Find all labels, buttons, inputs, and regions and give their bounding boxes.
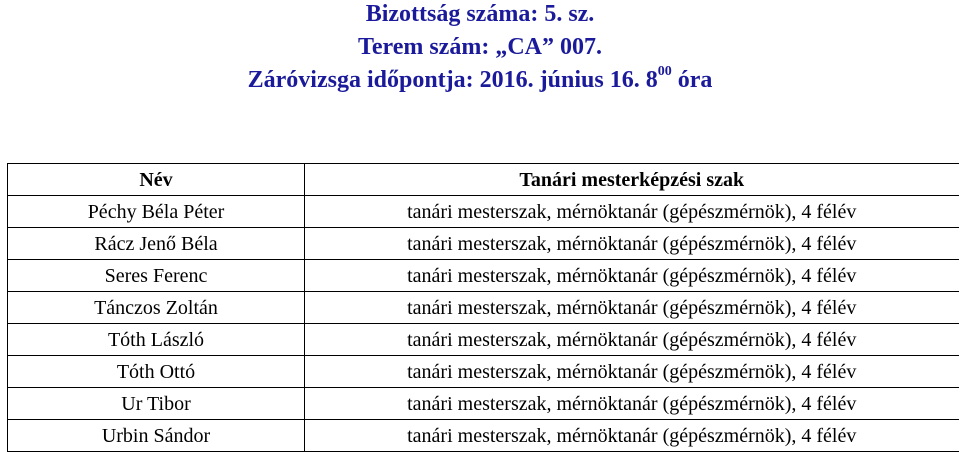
table-row	[8, 260, 959, 292]
column-header-name: Név	[8, 164, 305, 196]
exam-date: Záróvizsga időpontja: 2016. június 16. 8	[247, 67, 658, 93]
student-name: Tóth László	[8, 324, 305, 356]
exam-time-unit: óra	[671, 67, 713, 93]
student-program: tanári mesterszak, mérnöktanár (gépészmérnök), 4 félév	[305, 292, 959, 324]
committee-number: Bizottság száma: 5. sz.	[365, 1, 595, 27]
student-name: Rácz Jenő Béla	[8, 228, 305, 260]
exam-date-time	[0, 64, 960, 97]
table-row	[8, 388, 959, 420]
student-program: tanári mesterszak, mérnöktanár (gépészmérnök), 4 félév	[305, 388, 959, 420]
table-row	[8, 420, 959, 452]
student-program: tanári mesterszak, mérnöktanár (gépészmérnök), 4 félév	[305, 356, 959, 388]
student-name: Péchy Béla Péter	[8, 196, 305, 228]
student-program: tanári mesterszak, mérnöktanár (gépészmérnök), 4 félév	[305, 228, 959, 260]
student-program: tanári mesterszak, mérnöktanár (gépészmérnök), 4 félév	[305, 260, 959, 292]
table-row	[8, 196, 959, 228]
column-header-program: Tanári mesterképzési szak	[305, 164, 959, 196]
student-program: tanári mesterszak, mérnöktanár (gépészmérnök), 4 félév	[305, 420, 959, 452]
exam-header	[0, 0, 960, 97]
student-name: Urbin Sándor	[8, 420, 305, 452]
student-program: tanári mesterszak, mérnöktanár (gépészmérnök), 4 félév	[305, 196, 959, 228]
table-row	[8, 356, 959, 388]
student-name: Tánczos Zoltán	[8, 292, 305, 324]
table-row	[8, 292, 959, 324]
table-row	[8, 324, 959, 356]
student-roster-table	[7, 163, 959, 452]
room-number: Terem szám: „CA” 007.	[358, 34, 602, 60]
student-program: tanári mesterszak, mérnöktanár (gépészmérnök), 4 félév	[305, 324, 959, 356]
exam-time-minutes: 00	[657, 64, 672, 79]
student-name: Ur Tibor	[8, 388, 305, 420]
table-header-row	[8, 164, 959, 196]
student-name: Seres Ferenc	[8, 260, 305, 292]
table-row	[8, 228, 959, 260]
student-name: Tóth Ottó	[8, 356, 305, 388]
